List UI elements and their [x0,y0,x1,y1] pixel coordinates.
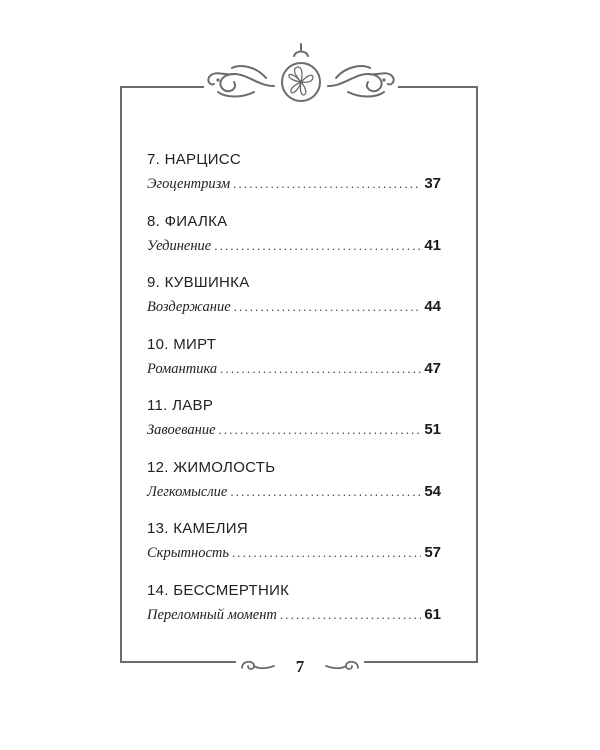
chapter-page-number: 57 [424,544,441,561]
chapter-page-number: 41 [424,236,441,254]
chapter-subtitle: Воздержание [147,299,231,315]
toc-entry[interactable] [147,581,441,643]
toc-entry[interactable] [147,396,441,458]
dot-leader [232,543,421,563]
toc-entry[interactable] [147,150,441,212]
toc-entry[interactable] [147,273,441,335]
toc-entry[interactable] [147,335,441,397]
chapter-page-number: 61 [424,605,441,623]
flourish-ornament-icon [196,40,406,106]
chapter-title: 11. ЛАВР [147,397,214,414]
chapter-page-number: 54 [424,482,441,500]
dot-leader [214,236,421,256]
chapter-page-number: 37 [424,175,441,192]
toc-entry[interactable] [147,458,441,520]
chapter-title: 9. КУВШИНКА [147,274,250,291]
toc-entry[interactable] [147,519,441,581]
chapter-title: 12. ЖИМОЛОСТЬ [147,458,276,476]
chapter-subtitle: Уединение [147,237,212,254]
dot-leader [234,297,422,317]
chapter-subtitle: Завоевание [147,422,216,438]
chapter-subtitle: Романтика [147,360,218,377]
chapter-title: 8. ФИАЛКА [147,212,228,230]
toc-entry[interactable] [147,212,441,274]
chapter-title: 13. КАМЕЛИЯ [147,520,249,537]
dot-leader [233,174,421,194]
chapter-page-number: 47 [424,359,441,377]
chapter-title: 7. НАРЦИСС [147,151,242,168]
chapter-page-number: 44 [424,298,441,315]
chapter-title: 10. МИРТ [147,335,217,353]
chapter-subtitle: Эгоцентризм [147,176,231,192]
chapter-subtitle: Легкомыслие [147,483,228,500]
dot-leader [220,359,421,379]
table-of-contents [147,150,441,642]
chapter-page-number: 51 [424,421,441,438]
chapter-subtitle: Скрытность [147,545,229,561]
dot-leader [230,482,421,502]
chapter-subtitle: Переломный момент [147,606,277,623]
dot-leader [280,605,421,625]
chapter-title: 14. БЕССМЕРТНИК [147,581,290,599]
page-number: 7 [276,652,324,682]
dot-leader [219,420,422,440]
